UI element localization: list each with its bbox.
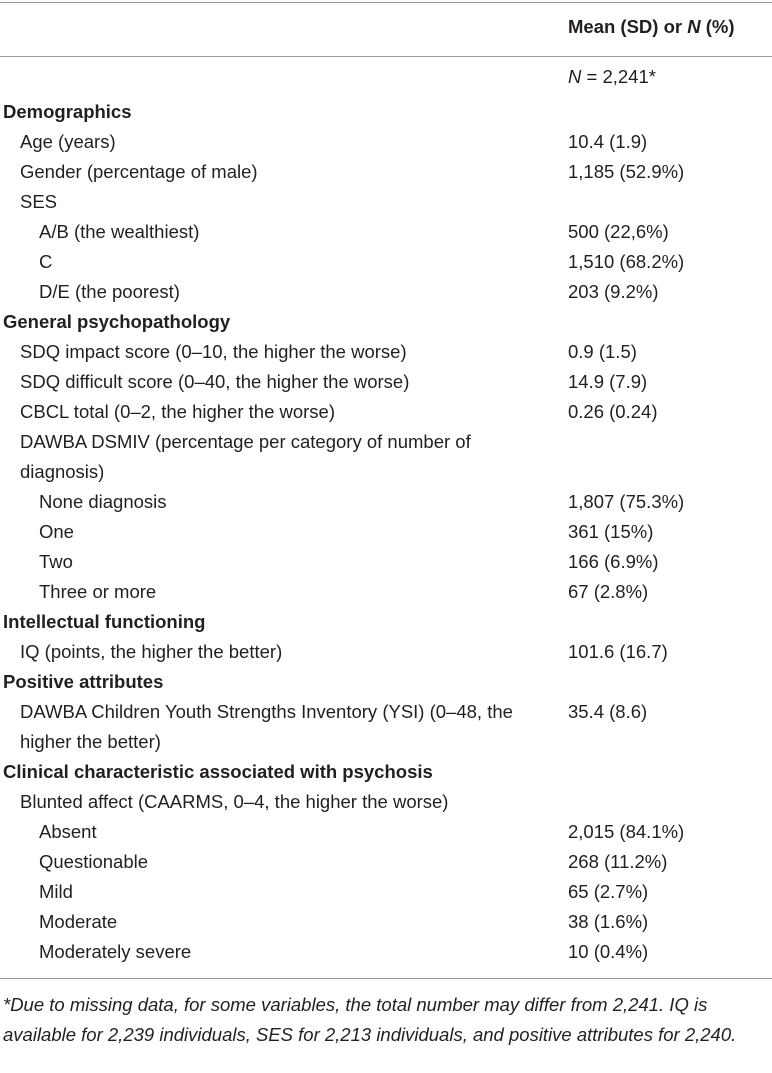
row-value: 67 (2.8%) — [568, 581, 649, 602]
row-label: Mild — [39, 881, 73, 902]
row-label: Questionable — [39, 851, 149, 872]
table-row — [0, 577, 772, 607]
row-label: Blunted affect (CAARMS, 0–4, the higher the worse) — [20, 791, 449, 812]
row-value: 1,185 (52.9%) — [568, 161, 685, 182]
sample-size-label — [568, 66, 656, 88]
column-header-text: Mean (SD) or N (%) — [568, 16, 735, 37]
bottom-rule — [0, 978, 772, 979]
row-value: 500 (22,6%) — [568, 221, 669, 242]
row-label: One — [39, 521, 74, 542]
sample-size-text: N = 2,241* — [568, 66, 656, 87]
row-value: 166 (6.9%) — [568, 551, 659, 572]
row-label: None diagnosis — [39, 491, 167, 512]
section-header-row — [0, 667, 772, 697]
section-label: Intellectual functioning — [3, 611, 206, 632]
table-row — [0, 937, 772, 967]
row-label: SDQ difficult score (0–40, the higher the worse) — [20, 371, 410, 392]
table-row — [0, 817, 772, 847]
table-row — [0, 637, 772, 667]
row-label: Moderate — [39, 911, 118, 932]
section-header-row — [0, 607, 772, 637]
row-label: A/B (the wealthiest) — [39, 221, 200, 242]
row-label: CBCL total (0–2, the higher the worse) — [20, 401, 336, 422]
section-label: Positive attributes — [3, 671, 164, 692]
section-label: General psychopathology — [3, 311, 231, 332]
table-row — [0, 247, 772, 277]
top-rule — [0, 2, 772, 3]
table-row — [0, 127, 772, 157]
table-row — [0, 337, 772, 367]
row-value: 0.9 (1.5) — [568, 341, 637, 362]
table-row — [0, 487, 772, 517]
table-body — [0, 97, 772, 967]
table-row — [0, 367, 772, 397]
row-label: Age (years) — [20, 131, 116, 152]
table-row — [0, 157, 772, 187]
row-value: 38 (1.6%) — [568, 911, 649, 932]
row-label: Gender (percentage of male) — [20, 161, 258, 182]
row-value: 268 (11.2%) — [568, 851, 668, 872]
section-label: Demographics — [3, 101, 132, 122]
row-value: 0.26 (0.24) — [568, 401, 658, 422]
table-header — [0, 14, 772, 46]
row-value: 14.9 (7.9) — [568, 371, 648, 392]
table-row — [0, 877, 772, 907]
row-label: Two — [39, 551, 73, 572]
row-value: 10.4 (1.9) — [568, 131, 648, 152]
section-label: Clinical characteristic associated with psychosis — [3, 761, 433, 782]
header-rule — [0, 56, 772, 57]
table-row — [0, 397, 772, 427]
row-label: D/E (the poorest) — [39, 281, 180, 302]
table-row — [0, 547, 772, 577]
table-row — [0, 907, 772, 937]
table-row — [0, 187, 772, 217]
row-value: 35.4 (8.6) — [568, 701, 648, 722]
row-label: C — [39, 251, 53, 272]
table-row — [0, 427, 772, 487]
table-row — [0, 277, 772, 307]
row-label: DAWBA Children Youth Strengths Inventory (YSI) (0–48, the higher the better) — [20, 701, 513, 752]
table-footnote: *Due to missing data, for some variables, the total number may differ from 2,241. IQ is available for 2,239 individuals, SES for 2,213 individuals, and positive attributes for 2,240. — [3, 994, 737, 1045]
row-value: 1,510 (68.2%) — [568, 251, 685, 272]
row-label: Absent — [39, 821, 97, 842]
row-label: SDQ impact score (0–10, the higher the worse) — [20, 341, 407, 362]
row-label: SES — [20, 191, 58, 212]
table-row — [0, 787, 772, 817]
column-header-label — [568, 16, 735, 38]
section-header-row — [0, 97, 772, 127]
row-value: 361 (15%) — [568, 521, 654, 542]
table-row — [0, 217, 772, 247]
row-value: 101.6 (16.7) — [568, 641, 668, 662]
row-value: 65 (2.7%) — [568, 881, 649, 902]
row-value: 1,807 (75.3%) — [568, 491, 685, 512]
section-header-row — [0, 757, 772, 787]
table-row — [0, 847, 772, 877]
section-header-row — [0, 307, 772, 337]
row-label: Three or more — [39, 581, 157, 602]
row-value: 203 (9.2%) — [568, 281, 659, 302]
table-row — [0, 697, 772, 757]
row-label: IQ (points, the higher the better) — [20, 641, 283, 662]
row-value: 2,015 (84.1%) — [568, 821, 685, 842]
row-label: Moderately severe — [39, 941, 192, 962]
row-label: DAWBA DSMIV (percentage per category of number of diagnosis) — [20, 431, 471, 482]
row-value: 10 (0.4%) — [568, 941, 649, 962]
table-row — [0, 517, 772, 547]
